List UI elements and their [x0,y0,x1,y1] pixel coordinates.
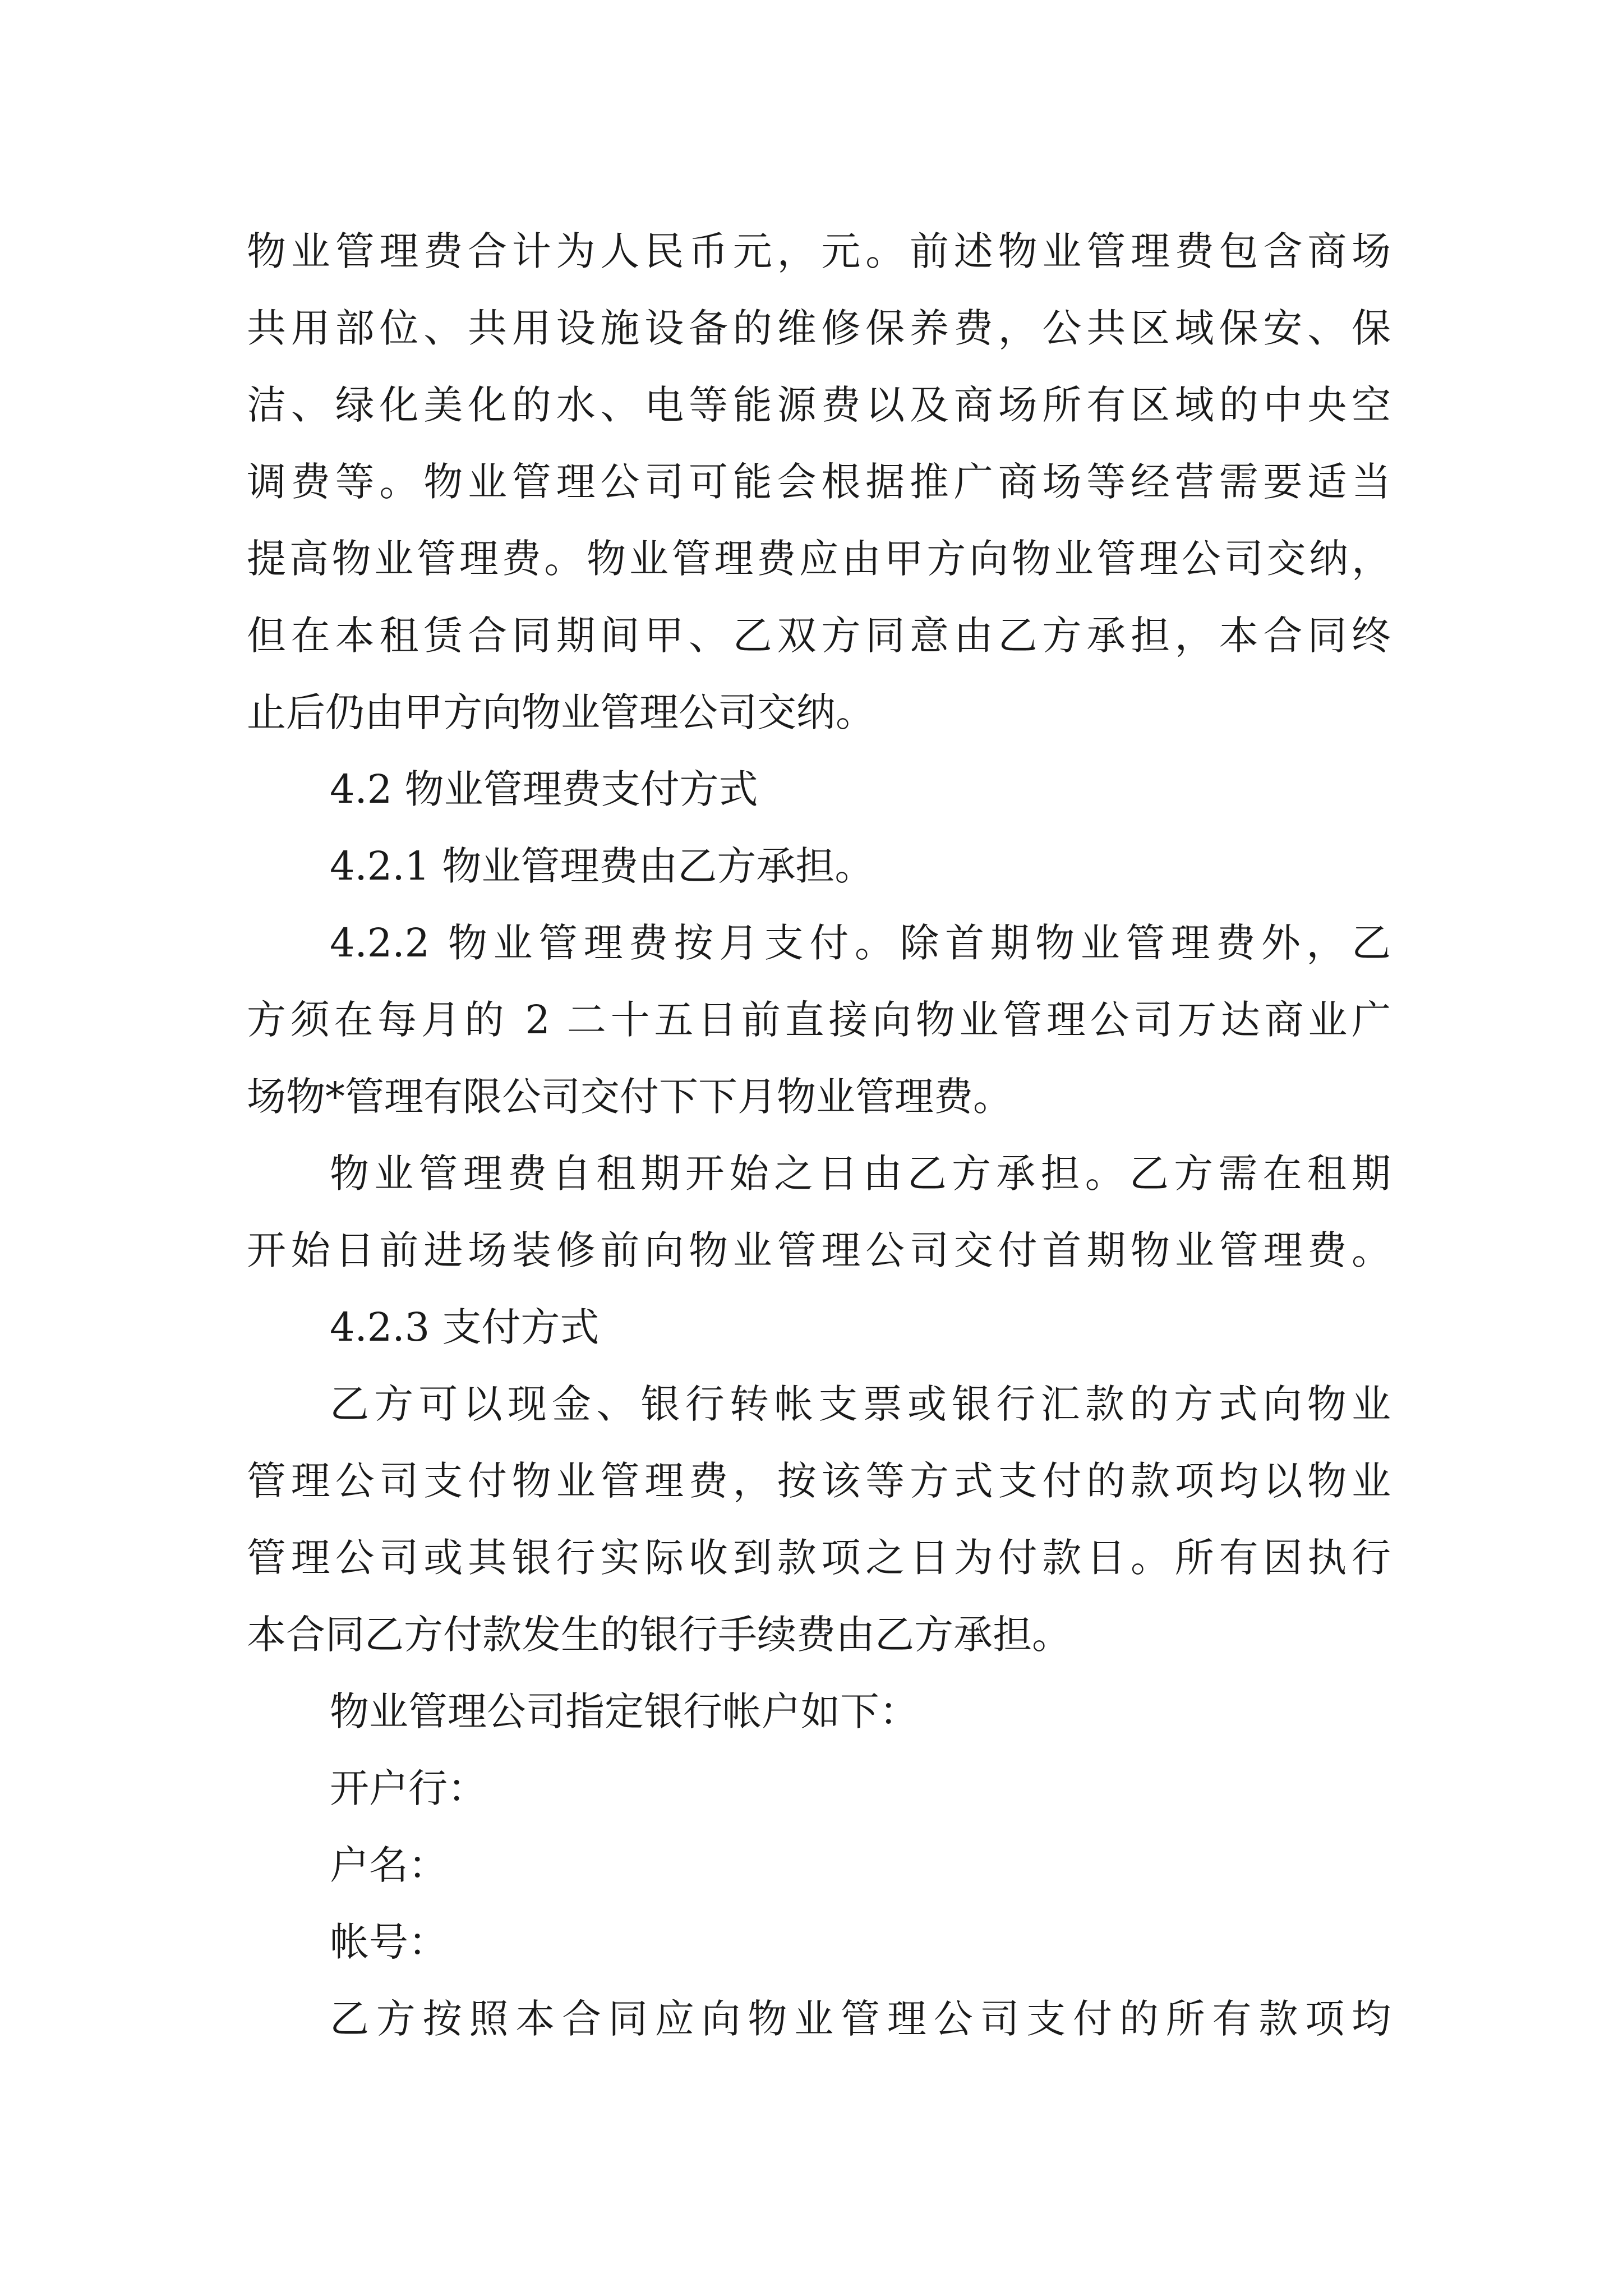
text-line: 开始日前进场装修前向物业管理公司交付首期物业管理费。 [247,1227,1391,1273]
clause-line: 4.2.2 物业管理费按月支付。除首期物业管理费外，乙 [330,920,1391,966]
text-line: 共用部位、共用设施设备的维修保养费，公共区域保安、保 [247,305,1391,351]
text-line: 方须在每月的 2 二十五日前直接向物业管理公司万达商业广 [247,997,1391,1043]
text-line: 但在本租赁合同期间甲、乙双方同意由乙方承担，本合同终 [247,613,1391,659]
text-line: 管理公司或其银行实际收到款项之日为付款日。所有因执行 [247,1535,1391,1581]
text-line: 提高物业管理费。物业管理费应由甲方向物业管理公司交纳， [247,536,1391,582]
section-heading: 4.2 物业管理费支付方式 [330,766,758,812]
bank-field-label: 开户行： [330,1765,487,1811]
text-line: 场物*管理有限公司交付下下月物业管理费。 [247,1074,1012,1120]
clause-line: 4.2.1 物业管理费由乙方承担。 [330,843,874,889]
text-line: 止后仍由甲方向物业管理公司交纳。 [247,689,875,735]
paragraph-line: 物业管理费自租期开始之日由乙方承担。乙方需在租期 [330,1151,1391,1197]
account-number-label: 帐号： [330,1919,448,1965]
text-line: 洁、绿化美化的水、电等能源费以及商场所有区域的中央空 [247,382,1391,428]
paragraph-line: 乙方按照本合同应向物业管理公司支付的所有款项均 [330,1996,1391,2042]
account-name-label: 户名： [330,1842,448,1888]
text-line: 调费等。物业管理公司可能会根据推广商场等经营需要适当 [247,459,1391,505]
document-body [247,213,1391,2058]
paragraph-line: 乙方可以现金、银行转帐支票或银行汇款的方式向物业 [330,1381,1391,1427]
text-line: 本合同乙方付款发生的银行手续费由乙方承担。 [247,1612,1071,1658]
text-line: 物业管理费合计为人民币元，元。前述物业管理费包含商场 [247,228,1391,274]
text-line: 管理公司支付物业管理费，按该等方式支付的款项均以物业 [247,1458,1391,1504]
section-heading: 4.2.3 支付方式 [330,1304,600,1350]
paragraph-line: 物业管理公司指定银行帐户如下： [330,1688,919,1734]
